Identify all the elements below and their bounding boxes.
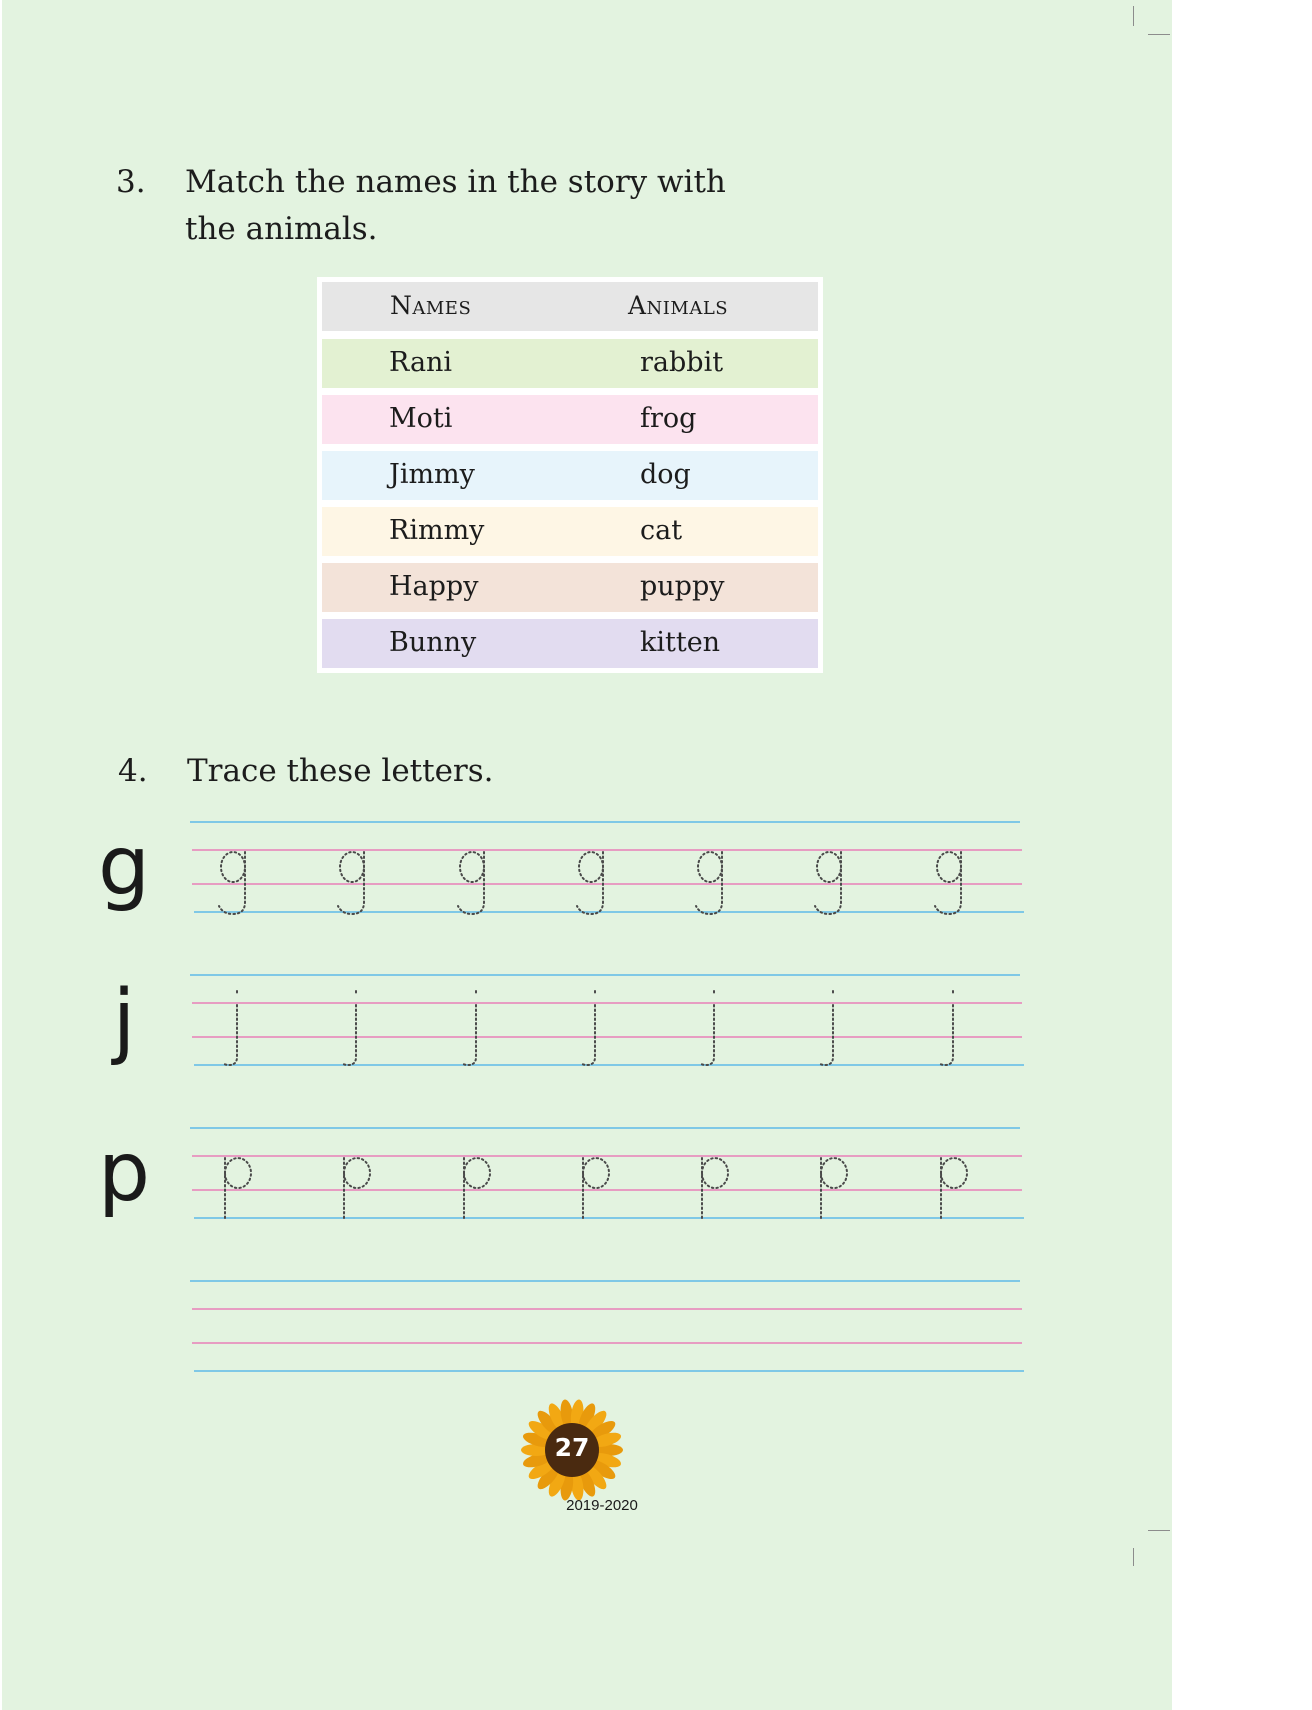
trace-letter-p (941, 1158, 967, 1188)
edition-year: 2019-2020 (566, 1497, 638, 1514)
animal-cell: puppy (640, 571, 725, 602)
trace-letter-p (583, 1158, 609, 1188)
trace-letter-j (700, 1005, 714, 1065)
trace-letter-g (579, 852, 603, 882)
name-cell: Bunny (389, 627, 477, 658)
trace-letter-g (698, 852, 722, 882)
trace-letter-j (939, 1005, 953, 1065)
name-cell: Rani (389, 347, 453, 378)
name-cell: Jimmy (389, 459, 475, 490)
trace-letter-g (937, 852, 961, 882)
model-letter-g: g (97, 819, 151, 914)
trace-letter-p (702, 1158, 728, 1188)
question-4-number: 4. (118, 753, 148, 789)
trace-letter-g (817, 852, 841, 882)
crop-mark (1148, 1530, 1170, 1531)
trace-letter-j (342, 1005, 356, 1065)
page-number: 27 (554, 1433, 590, 1462)
animal-cell: rabbit (640, 347, 724, 378)
animal-cell: frog (640, 403, 697, 434)
name-cell: Happy (389, 571, 479, 602)
workbook-page (2, 0, 1172, 1710)
animal-cell: dog (640, 459, 691, 490)
trace-letter-p (344, 1158, 370, 1188)
trace-letter-p (225, 1158, 251, 1188)
trace-letter-g (460, 852, 484, 882)
trace-letter-j (462, 1005, 476, 1065)
animal-cell: cat (640, 515, 683, 546)
crop-mark (1133, 6, 1134, 26)
header-names: Names (390, 291, 472, 320)
crop-mark (1148, 34, 1170, 35)
trace-letter-j (223, 1005, 237, 1065)
crop-mark (1133, 1548, 1134, 1566)
trace-letter-p (821, 1158, 847, 1188)
question-3-number: 3. (116, 164, 146, 200)
name-cell: Moti (389, 403, 453, 434)
trace-letter-j (581, 1005, 595, 1065)
question-3-text: Match the names in the story with the animals. (185, 164, 726, 247)
name-cell: Rimmy (389, 515, 485, 546)
trace-letter-g (340, 852, 364, 882)
trace-letter-p (464, 1158, 490, 1188)
trace-letter-j (819, 1005, 833, 1065)
animal-cell: kitten (640, 627, 721, 658)
header-animals: Animals (628, 291, 729, 320)
model-letter-j: j (112, 973, 136, 1068)
trace-letter-g (221, 852, 245, 882)
question-4-text: Trace these letters. (187, 753, 494, 789)
model-letter-p: p (97, 1125, 151, 1220)
